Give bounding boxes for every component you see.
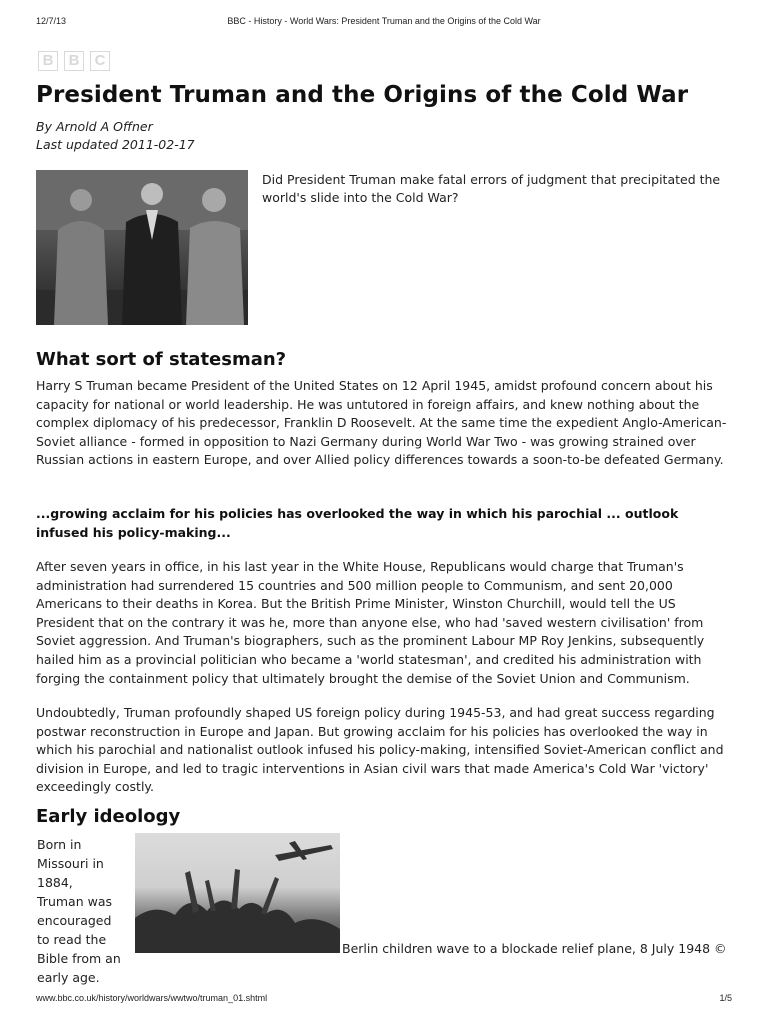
truman-stalin-churchill-photo — [36, 170, 248, 325]
print-footer — [0, 993, 768, 1007]
print-page-title: BBC - History - World Wars: President Truman and the Origins of the Cold War — [227, 16, 541, 26]
pull-quote: ...growing acclaim for his policies has overlooked the way in which his parochial ... outlook infused his policy-making... — [36, 506, 679, 540]
early-ideology-text: Born in Missouri in 1884, Truman was encouraged to read the Bible from an early age. — [37, 837, 121, 985]
berlin-airlift-photo — [135, 833, 340, 953]
last-updated: Last updated 2011-02-17 — [36, 137, 195, 152]
section-heading-statesman: What sort of statesman? — [36, 349, 287, 370]
logo-letter-b1: B — [38, 51, 58, 71]
section-heading-early-ideology: Early ideology — [36, 806, 181, 827]
bbc-logo[interactable] — [38, 51, 110, 71]
page-number: 1/5 — [719, 993, 732, 1003]
logo-letter-c: C — [90, 51, 110, 71]
logo-letter-b2: B — [64, 51, 84, 71]
print-date: 12/7/13 — [36, 16, 67, 26]
byline: By Arnold A Offner — [36, 119, 153, 134]
print-header — [0, 16, 768, 30]
article-intro: Did President Truman make fatal errors of judgment that precipitated the world's slide into the Cold War? — [262, 172, 721, 205]
article-title: President Truman and the Origins of the Cold War — [36, 82, 689, 108]
paragraph-2: After seven years in office, in his last year in the White House, Republicans would charge that Truman's administration had surrendered 15 countries and 500 million people to Communism, and sent 20,000 Americans to their deaths in Korea. But the British Prime Minister, Winston Churchill, would tell the US President that on the contrary it was he, more than anyone else, who had 'saved western civilisation' from Soviet aggression. And Truman's biographers, such as the prominent Labour MP Roy Jenkins, subsequently hailed him as a provincial politician who became a 'world statesman', and credited his administration with forging the containment policy that ultimately brought the demise of the Soviet Union and Communism. — [36, 559, 705, 686]
image-caption: Berlin children wave to a blockade relief plane, 8 July 1948 © — [342, 941, 727, 956]
page-url: www.bbc.co.uk/history/worldwars/wwtwo/truman_01.shtml — [36, 993, 268, 1003]
paragraph-3: Undoubtedly, Truman profoundly shaped US foreign policy during 1945-53, and had great success regarding postwar reconstruction in Europe and Japan. But growing acclaim for his policies has overlooked the way in which his parochial and nationalist outlook infused his policy-making, intensified Soviet-American conflict and division in Europe, and led to tragic interventions in Asian civil wars that made America's Cold War 'victory' exceedingly costly. — [36, 705, 724, 795]
paragraph-1: Harry S Truman became President of the United States on 12 April 1945, amidst profound concern about his capacity for national or world leadership. He was untutored in foreign affairs, and knew nothing about the complex diplomacy of his predecessor, Franklin D Roosevelt. At the same time the expedient Anglo-American-Soviet alliance - formed in opposition to Nazi Germany during World War Two - was growing strained over Russian actions in eastern Europe, and over Allied policy differences towards a soon-to-be defeated Germany. — [36, 378, 727, 468]
